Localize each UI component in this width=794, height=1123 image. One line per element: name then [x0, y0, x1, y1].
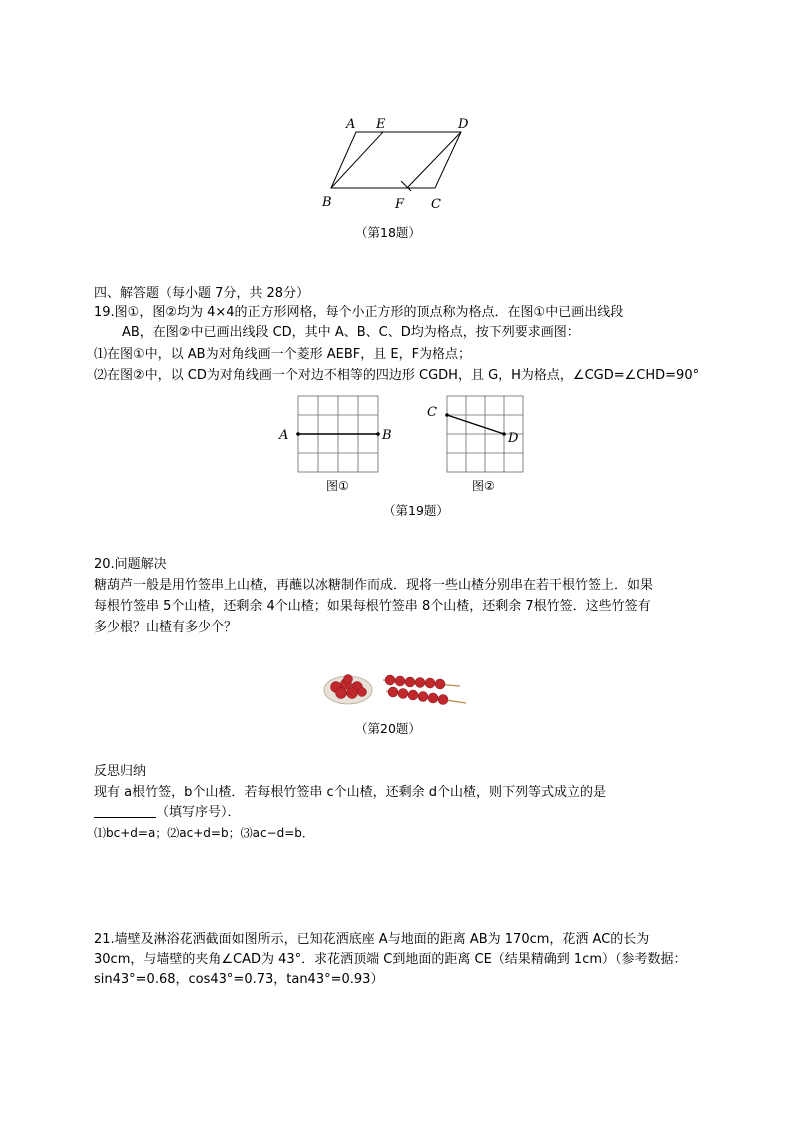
label-f: F	[395, 197, 405, 212]
q18-caption: （第18题）	[355, 225, 421, 240]
skewer-lower	[386, 687, 466, 705]
tanghulu-illustration	[320, 662, 470, 712]
segment-df	[407, 132, 461, 188]
parallelogram-abcd	[331, 132, 461, 188]
fig1-label-a: A	[279, 428, 289, 443]
fig1-caption: 图①	[326, 479, 349, 493]
q20-caption: （第20题）	[355, 721, 421, 736]
label-a: A	[346, 117, 356, 132]
q21-line2: 30cm，与墙壁的夹角∠CAD为 43°．求花洒顶端 C到地面的距离 CE（结果精确到 1cm）（参考数据：	[94, 952, 687, 967]
reflect-line2-wrap	[94, 803, 241, 823]
q19-caption: （第19题）	[383, 503, 449, 518]
label-e: E	[376, 117, 386, 132]
reflect-options: ⑴bc+d=a；⑵ac+d=b；⑶ac−d=b．	[94, 826, 314, 840]
skewer-upper	[383, 675, 460, 689]
reflect-line1: 现有 a根竹签，b个山楂．若每根竹签串 c个山楂，还剩余 d个山楂，则下列等式成立的是	[94, 785, 607, 800]
reflect-line2: （填写序号）．	[156, 805, 241, 820]
label-c: C	[431, 197, 441, 212]
answer-blank[interactable]	[94, 803, 156, 818]
q19-figure2-grid	[420, 392, 540, 497]
fig2-label-d: D	[508, 431, 519, 446]
q20-line3: 多少根？山楂有多少个？	[94, 620, 238, 635]
label-b: B	[322, 195, 332, 210]
fig1-label-b: B	[382, 428, 392, 443]
q20-heading: 20.问题解决	[94, 557, 167, 572]
fig2-label-c: C	[427, 405, 437, 420]
fig2-caption: 图②	[472, 479, 495, 493]
q18-parallelogram-figure	[315, 112, 485, 217]
segment-be	[331, 132, 383, 188]
q19-intro-line2: AB，在图②中已画出线段 CD，其中 A、B、C、D均为格点，按下列要求画图：	[122, 325, 580, 340]
q19-intro-line1: 19.图①，图②均为 4×4的正方形网格，每个小正方形的顶点称为格点．在图①中已画出线段	[94, 305, 624, 320]
q21-line1: 21.墙壁及淋浴花洒截面如图所示，已知花洒底座 A与地面的距离 AB为 170cm，花洒 AC的长为	[94, 932, 650, 947]
segment-cd	[447, 415, 504, 434]
q19-item2: ⑵在图②中，以 CD为对角线画一个对边不相等的四边形 CGDH，且 G，H为格点，∠CGD=∠CHD=90°	[94, 368, 700, 383]
q20-line2: 每根竹签串 5个山楂，还剩余 4个山楂；如果每根竹签串 8个山楂，还剩余 7根竹签．这些竹签有	[94, 599, 651, 614]
q21-line3: sin43°=0.68，cos43°=0.73，tan43°=0.93）	[94, 972, 384, 987]
q20-line1: 糖葫芦一般是用竹签串上山楂，再蘸以冰糖制作而成．现将一些山楂分别串在若干根竹签上．如果	[94, 578, 654, 593]
label-d: D	[458, 117, 469, 132]
q19-item1: ⑴在图①中，以 AB为对角线画一个菱形 AEBF，且 E，F为格点；	[94, 347, 472, 362]
reflect-title: 反思归纳	[94, 764, 147, 779]
q19-figure1-grid	[270, 392, 400, 497]
section-title: 四、解答题（每小题 7分，共 28分）	[94, 286, 310, 301]
